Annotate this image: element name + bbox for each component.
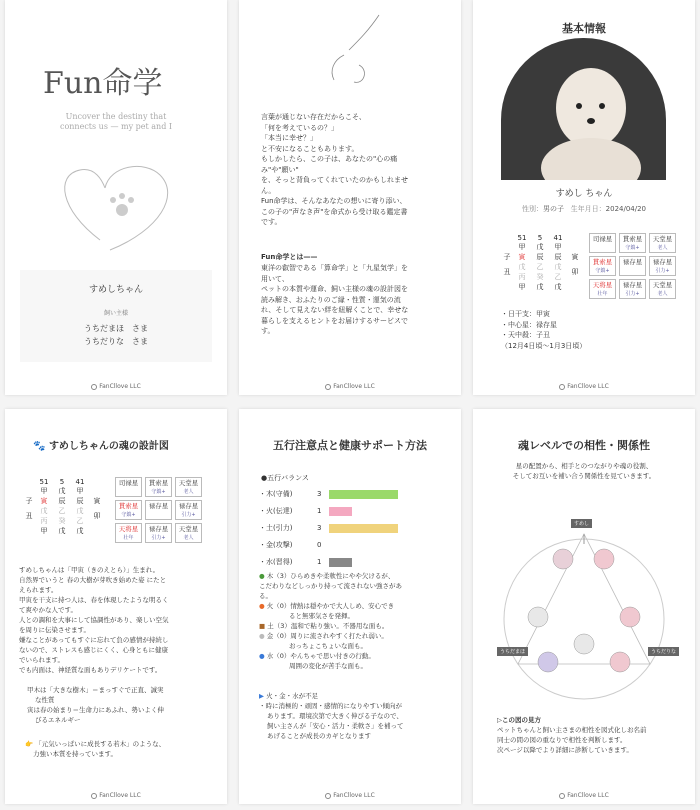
owner-names: うちだまほ さま うちだりな さま — [84, 324, 148, 346]
page-title: 五行注意点と健康サポート方法 — [273, 439, 427, 452]
element-row — [259, 523, 398, 533]
meishiki-chart: 51 5 41 甲 戊 甲 寅 辰 辰 戊 乙 戊 丙 癸 乙 甲 戊 戊 子 丑 寅 卯 — [25, 478, 101, 535]
soul-description: すめしちゃんは「甲寅（きのえとら）」生まれ。 自然界でいうと 春の大樹が芽吹き始めた姿 にたと えられます。 甲寅を干支に持つ人は、春を体現したような明るく て爽やかな人です。 人との調和を大事にして協調性があり、楽しい空気 を周りに伝染させます。 嫌なことがあってもすぐに忘れて負の感情が持続し ないので、ストレスも感じにくく、心身ともに健康 でいられます。 でも内面は、神経質な面もありデリケートです。 — [19, 566, 169, 674]
logo-text: Fun命学 — [43, 66, 163, 101]
play-icon: ▶ — [259, 692, 264, 700]
metal-icon: ● — [259, 632, 265, 640]
element-row — [259, 540, 329, 550]
howto-desc: ペットちゃんと飼い主さまの相性を図式化しお名前 同士の間の図の重なりで相性を判断します。 次ページ以降でより詳細に診断していきます。 — [497, 726, 647, 754]
footer: FanCllove LLC — [473, 792, 695, 799]
pet-profile: 性別：男の子 生年月日：2024/04/20 — [521, 205, 647, 213]
star-cell: 禄存星 — [145, 500, 172, 520]
meishiki-chart: 51 5 41 甲 戊 甲 寅 辰 辰 戊 乙 戊 丙 癸 乙 甲 戊 戊 子 丑 寅 卯 — [503, 234, 579, 291]
star-cell: 貫索星 守鎮+ — [589, 256, 616, 276]
page-title: 魂レベルでの相性・関係性 — [518, 439, 650, 452]
star-cell: 貫索星 守鎮+ — [115, 500, 142, 520]
element-bar — [329, 507, 352, 516]
element-value: 0 — [317, 541, 322, 549]
element-label: ・木(守備) — [259, 490, 293, 498]
star-cell: 禄存星 引力+ — [619, 279, 646, 299]
element-label: ・土(引力) — [259, 524, 293, 532]
element-row — [259, 506, 352, 516]
star-cell: 禄存星 引力+ — [649, 256, 676, 276]
element-value: 3 — [317, 524, 322, 532]
intro: 星の配置から、相手とのつながりや魂の役割、 そしてお互いを補い合う関係性を見ていきます。 — [512, 462, 656, 480]
star-cell: 天将星 壮年 — [589, 279, 616, 299]
pet-name: すめし ちゃん — [555, 189, 613, 199]
element-label: ・火(伝達) — [259, 507, 293, 515]
owner-label: 飼い主様 — [103, 310, 128, 317]
label-owner2: うちだりな — [648, 647, 679, 656]
star-grid — [589, 233, 676, 299]
hands-illustration — [319, 10, 399, 90]
star-cell: 貫索星 守鎮+ — [145, 477, 172, 497]
star-cell: 禄存星 — [619, 256, 646, 276]
compatibility-page — [473, 409, 695, 804]
element-label: ・金(攻撃) — [259, 541, 293, 549]
label-pet: すめし — [571, 519, 592, 528]
five-elements-page — [239, 409, 461, 804]
element-bar — [329, 524, 398, 533]
star-cell: 天堂星 老人 — [175, 477, 202, 497]
about-text: 東洋の叡智である「算命学」と「九星気学」を 用いて、 ペットの本質や運命、飼い主様の魂の設計図を 読み解き、おふたりのご縁・性質・運気の流 れ、そして見えない絆を紐解くことで、幸せな 暮らしを支えるヒントをお届けするサービスで す。 — [261, 264, 409, 335]
element-row — [259, 489, 398, 499]
element-value: 1 — [317, 558, 322, 566]
basic-info-page — [473, 0, 695, 395]
footer: FanCllove LLC — [473, 383, 695, 390]
howto-title: ▷この図の見方 — [497, 716, 541, 724]
footer: FanCllove LLC — [5, 383, 227, 390]
balance-heading: ●五行バランス — [261, 474, 309, 482]
element-row — [259, 557, 352, 567]
tip: ▶ 火・金・水が不足 ・時に消極的・頑固・感情的になりやすい傾向が あります。環境次第で大きく伸びる子なので、 飼い主さんが「安心・活力・柔軟さ」を補って あげることが成長のカギとなります — [259, 692, 404, 740]
earth-icon: ■ — [259, 622, 266, 630]
star-cell: 司禄星 — [589, 233, 616, 253]
water-icon: ● — [259, 652, 265, 660]
star-cell: 司禄星 — [115, 477, 142, 497]
intro-page — [239, 0, 461, 395]
element-label: ・水(習得) — [259, 558, 293, 566]
tagline: Uncover the destiny that connects us — my pet and I — [59, 112, 173, 131]
page-title: 基本情報 — [562, 22, 606, 35]
footer: FanCllove LLC — [239, 383, 461, 390]
element-value: 1 — [317, 507, 322, 515]
pet-name: すめしちゃん — [88, 285, 143, 295]
tree-icon: ● — [259, 572, 265, 580]
element-bar — [329, 558, 352, 567]
summary-quote: 👉 「元気いっぱいに成長する若木」のような、 力強い本質を持っています。 — [25, 740, 166, 758]
pet-photo — [501, 38, 666, 180]
star-cell: 天堂星 老人 — [649, 279, 676, 299]
star-cell: 天堂星 老人 — [649, 233, 676, 253]
bullet-list: 甲木は「大きな樹木」＝まっすぐで正直、誠実 な性質 寅は春の始まり＝生命力にあふれ、勢いよく伸 びるエネルギー — [27, 686, 164, 724]
star-cell: 禄存星 引力+ — [175, 500, 202, 520]
paw-icon: 🐾 — [33, 441, 46, 452]
element-notes: ● 木（3）ひらめきや柔軟性にやや欠けるが、 こだわりなどしっかり持って流されない強さがあ る。 ● 火（0）情熱は穏やかで大人しめ、安心でき ると無邪気さを発揮。 ■ 土（3）温和で粘り強い。不器用な面も。 ● 金（0）周りに流されやすく打たれ弱い。 おっちょこちょいな面も。 ● 水（0）やんちゃで思い付きの行動。 周囲の変化が苦手な面も。 — [259, 572, 402, 670]
about-title: Fun命学とは—— — [261, 253, 318, 261]
element-bar — [329, 490, 398, 499]
footer: FanCllove LLC — [5, 792, 227, 799]
page-title: 🐾 すめしちゃんの魂の設計図 — [33, 441, 169, 452]
intro-text: 言葉が通じない存在だからこそ、 「何を考えているの？」 「本当に幸せ？」 と不安になることもあります。 もしかしたら、この子は、あなたの"心の痛 み"や"願い" を、そっと背負ってくれていたのかもしれませ ん。 Fun命学は、そんなあなたの想いに寄り添い、 この子の"声なき声"を命式から受け取る鑑定書 です。 — [261, 113, 408, 226]
heart-paw-icon — [50, 150, 185, 260]
fire-icon: ● — [259, 602, 265, 610]
element-value: 3 — [317, 490, 322, 498]
star-cell: 天将星 壮年 — [115, 523, 142, 543]
key-points: ・日干支：甲寅 ・中心星：禄存星 ・天中殺：子丑 （12月4日頃〜1月3日頃） — [501, 310, 587, 350]
cover-page — [5, 0, 227, 395]
soul-design-page — [5, 409, 227, 804]
pointing-hand-icon: 👉 — [25, 740, 34, 748]
star-cell: 貫索星 守鎮+ — [619, 233, 646, 253]
label-owner1: うちだまほ — [497, 647, 528, 656]
star-cell: 天堂星 老人 — [175, 523, 202, 543]
footer: FanCllove LLC — [239, 792, 461, 799]
compatibility-diagram — [498, 514, 670, 714]
star-cell: 禄存星 引力+ — [145, 523, 172, 543]
star-grid — [115, 477, 202, 543]
